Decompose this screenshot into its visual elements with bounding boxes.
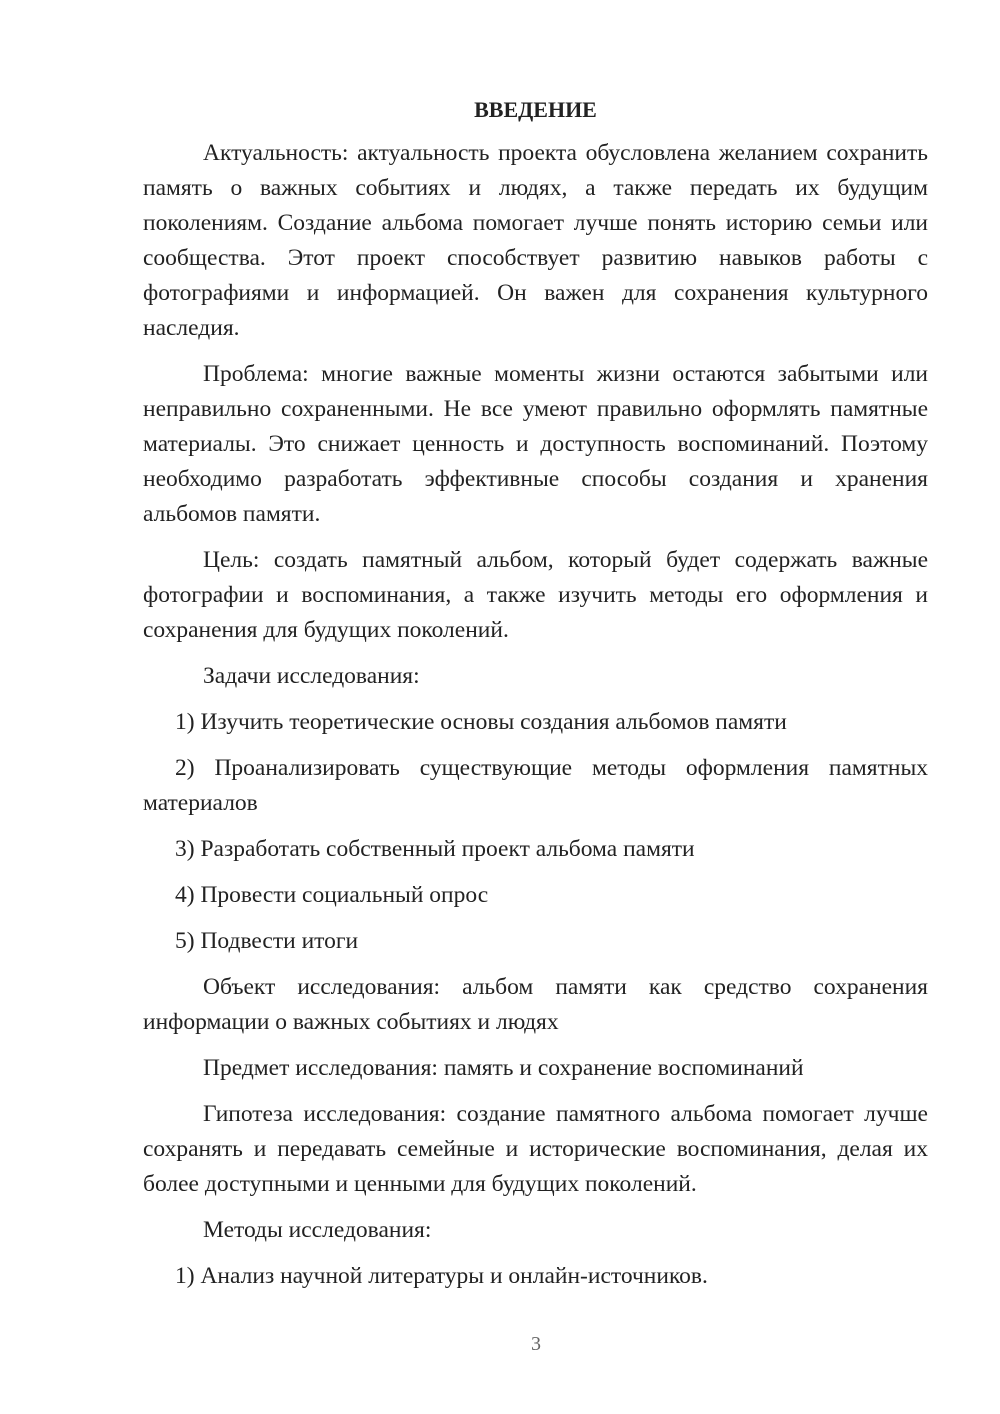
task-item: 2) Проанализировать существующие методы оформления памятных материалов — [143, 755, 928, 816]
task-item: 1) Изучить теоретические основы создания альбомов памяти — [175, 709, 787, 735]
method-item: 1) Анализ научной литературы и онлайн-источников. — [175, 1263, 708, 1289]
methods-list — [143, 1259, 928, 1294]
page-number: 3 — [531, 1333, 541, 1355]
subject-paragraph: Предмет исследования: память и сохранение воспоминаний — [203, 1055, 804, 1081]
hypothesis-paragraph: Гипотеза исследования: создание памятного альбома помогает лучше сохранять и передавать семейные и исторические воспоминания, делая их более доступными и ценными для будущих поколений. — [143, 1101, 928, 1197]
goal-paragraph: Цель: создать памятный альбом, который будет содержать важные фотографии и воспоминания, а также изучить методы его оформления и сохранения для будущих поколений. — [143, 547, 928, 643]
methods-heading: Методы исследования: — [203, 1217, 432, 1243]
tasks-list — [143, 705, 928, 959]
page-title: ВВЕДЕНИЕ — [474, 97, 597, 122]
document-page — [143, 92, 928, 1305]
problem-paragraph: Проблема: многие важные моменты жизни остаются забытыми или неправильно сохраненными. Не все умеют правильно оформлять памятные материалы. Это снижает ценность и доступность воспоминаний. Поэтому необходимо разработать эффективные способы создания и хранения альбомов памяти. — [143, 361, 928, 527]
object-paragraph: Объект исследования: альбом памяти как средство сохранения информации о важных событиях и людях — [143, 974, 928, 1035]
task-item: 5) Подвести итоги — [175, 928, 359, 954]
relevance-paragraph: Актуальность: актуальность проекта обусловлена желанием сохранить память о важных событиях и людях, а также передать их будущим поколениям. Создание альбома помогает лучше понять историю семьи или сообщества. Этот проект способствует развитию навыков работы с фотографиями и информацией. Он важен для сохранения культурного наследия. — [143, 140, 928, 341]
task-item: 3) Разработать собственный проект альбома памяти — [175, 836, 695, 862]
task-item: 4) Провести социальный опрос — [175, 882, 489, 908]
tasks-heading: Задачи исследования: — [203, 663, 420, 689]
